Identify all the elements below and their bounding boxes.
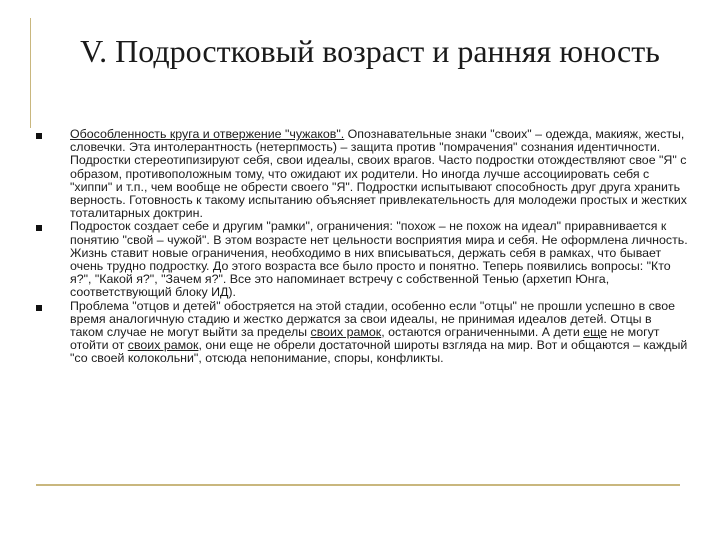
bullet-3-text-b: , остаются ограниченными. А дети: [381, 325, 584, 340]
bullet-item-3: [36, 300, 688, 366]
title-accent-line: [30, 18, 31, 128]
square-bullet-icon: [36, 225, 42, 231]
bullet-item-2: [36, 220, 688, 299]
square-bullet-icon: [36, 305, 42, 311]
bullet-3-underlined-1: своих рамок: [310, 325, 382, 340]
bullet-3-underlined-3: своих рамок: [127, 338, 199, 353]
square-bullet-icon: [36, 133, 42, 139]
bullet-3-text-d: , они еще не обрели достаточной широты взгляда на мир. Вот и общаются – каждый "со своей колокольни", отсюда непонимание, споры, конфликты.: [70, 338, 688, 366]
bullet-1-lead: Обособленность круга и отвержение "чужаков".: [70, 127, 345, 141]
bullet-3-text-c: не могут отойти от: [70, 325, 660, 353]
bullet-3-underlined-2: еще: [583, 325, 608, 340]
bullet-3-text-a: Проблема "отцов и детей" обостряется на этой стадии, особенно если "отцы" не прошли успешно в свое время аналогичную стадию и жестко держатся за свои идеалы, не принимая идеалов детей. Отцы в таком случае не могут выйти за пределы: [70, 298, 676, 340]
bullet-1-text: Опознавательные знаки "своих" – одежда, макияж, жесты, словечки. Эта интолерантность (нетерпмость) – защита против "помрачения" сознания идентичности. Подростки стереотипизируют себя, свои идеалы, своих врагов. Часто подростки отождествляют свое "Я" с образом, противоположным тому, что ожидают их родители. Но иногда лучше ассоциировать себя с "хиппи" и т.п., чем вообще не обрести своего "Я". Подростки испытывают способность друг друга хранить верность. Готовность к такому испытанию объясняет привлекательность для молодежи простых и жестких тоталитарных доктрин.: [70, 127, 687, 221]
bullet-item-1: [36, 128, 688, 220]
bullet-list: [36, 128, 688, 366]
bullet-2-text: Подросток создает себе и другим "рамки", ограничения: "похож – не похож на идеал" приравнивается к понятию "свой – чужой". В этом возрасте нет цельности восприятия мира и себя. Не оформлена личность. Жизнь ставит новые ограничения, необходимо в них вписываться, держать себя в рамках, что бывает очень трудно подростку. До этого возраста все было просто и понятно. Теперь появились вопросы: "Кто я?", "Какой я?", "Зачем я?". Все это напоминает встречу с собственной Тенью (архетип Юнга, соответствующий блоку ИД).: [70, 219, 688, 300]
slide-title: V. Подростковый возраст и ранняя юность: [80, 33, 660, 69]
bottom-accent-line: [36, 484, 680, 486]
